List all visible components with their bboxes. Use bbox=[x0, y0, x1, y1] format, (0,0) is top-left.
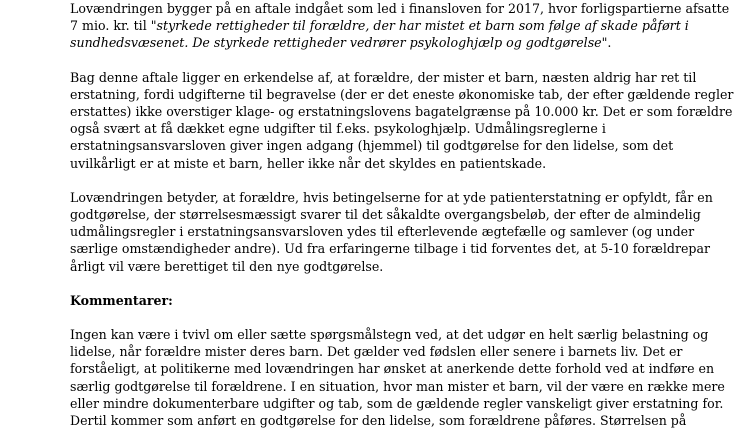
text-line: uvilkårligt er at miste et barn, heller ikke når det skyldes en patientskade. bbox=[70, 155, 547, 171]
text-line: også svært at få dækket egne udgifter til f.eks. psykologhjælp. Udmålingsreglerne i bbox=[70, 121, 606, 137]
text-line: erstatningsansvarsloven giver ingen adgang (hjemmel) til godtgørelse for den lidelse, som det bbox=[70, 138, 674, 154]
intro-paragraph bbox=[70, 0, 730, 52]
text-line: eller mindre dokumenterbare udgifter og tab, som de gældende regler vanskeligt giver erstatning for. bbox=[70, 395, 724, 411]
text-line bbox=[70, 17, 730, 34]
text-line: Bag denne aftale ligger en erkendelse af, at forældre, der mister et barn, næsten aldrig har ret til bbox=[70, 69, 697, 85]
quoted-text: sundhedsvæsenet. De styrkede rettigheder vedrører psykologhjælp og godtgørelse bbox=[70, 35, 602, 51]
comments-paragraph bbox=[70, 326, 730, 429]
text-line: erstatning, fordi udgifterne til begravelse (der er det eneste økonomiske tab, der efter gældende regler bbox=[70, 86, 734, 102]
text-line: Lovændringen bygger på en aftale indgået som led i finansloven for 2017, hvor forligspartierne afsatte bbox=[70, 1, 730, 16]
text-run: ". bbox=[601, 35, 612, 51]
text-line: forståeligt, at politikerne med lovændringen har ønsket at anerkende dette forhold ved at indføre en bbox=[70, 361, 715, 377]
text-line: Ingen kan være i tvivl om eller sætte spørgsmålstegn ved, at det udgør en helt særlig belastning og bbox=[70, 327, 709, 343]
text-line: erstattes) ikke overstiger klage- og erstatningslovens bagatelgrænse på 10.000 kr. Det er som forældre bbox=[70, 104, 733, 120]
document-page bbox=[70, 0, 734, 446]
text-line: godtgørelse, der størrelsesmæssigt svarer til det såkaldte overgangsbeløb, der efter de almindelig bbox=[70, 207, 701, 223]
quoted-text: styrkede rettigheder til forældre, der har mistet et barn som følge af skade påført i bbox=[156, 18, 689, 34]
text-line: årligt vil være berettiget til den nye godtgørelse. bbox=[70, 258, 384, 274]
section-heading: Kommentarer: bbox=[70, 292, 173, 308]
amendment-paragraph bbox=[70, 189, 730, 275]
text-line: Lovændringen betyder, at forældre, hvis betingelserne for at yde patienterstatning er opfyldt, får en bbox=[70, 189, 713, 205]
text-line: lidelse, når forældre mister deres barn. Det gælder ved fødslen eller senere i barnets liv. Det er bbox=[70, 344, 683, 360]
text-line: særlig godtgørelse til forældrene. I en situation, hvor man mister et barn, vil der være en række mere bbox=[70, 378, 725, 394]
text-line: særlige omstændigheder andre). Ud fra erfaringerne tilbage i tid forventes det, at 5-10 forældrepar bbox=[70, 241, 711, 257]
text-run: 7 mio. kr. til " bbox=[70, 18, 157, 34]
text-line bbox=[70, 34, 730, 51]
text-line: udmålingsregler i erstatningsansvarsloven ydes til efterlevende ægtefælle og samlever (og under bbox=[70, 224, 695, 240]
text-line: Dertil kommer som anført en godtgørelse for den lidelse, som forældrene påføres. Størrelsen på bbox=[70, 413, 687, 429]
background-paragraph bbox=[70, 69, 734, 172]
